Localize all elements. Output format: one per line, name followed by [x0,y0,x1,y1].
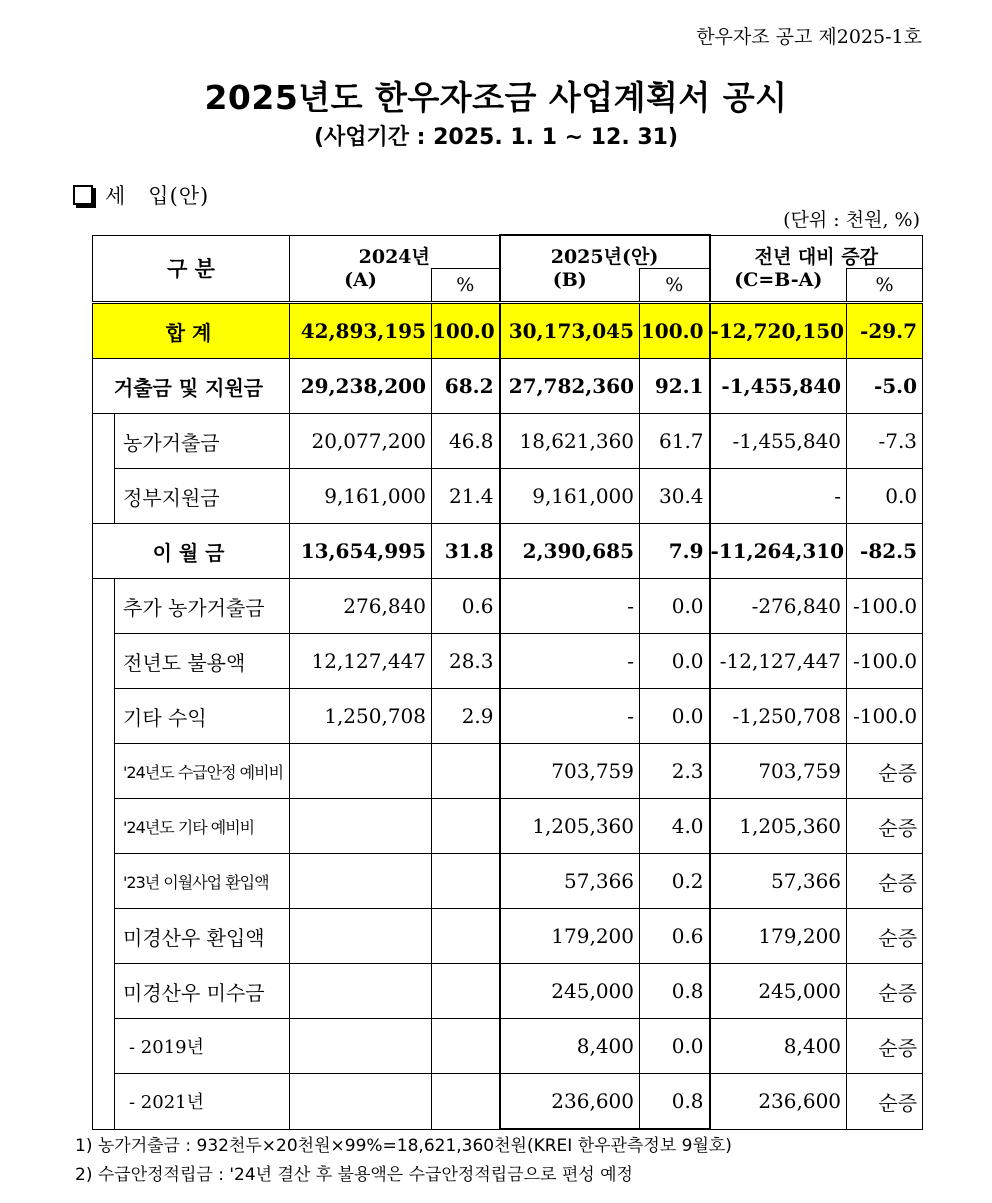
header-2025: 2025년(안) [500,235,710,269]
table-row: 거출금 및 지원금 29,238,200 68.2 27,782,360 92.1 -1,455,840 -5.0 [93,359,923,414]
table-row: 농가거출금 20,077,200 46.8 18,621,360 61.7 -1,455,840 -7.3 [93,414,923,469]
table-row: 이 월 금 13,654,995 31.8 2,390,685 7.9 -11,264,310 -82.5 [93,524,923,579]
header-diff-sub: (C=B-A) [710,269,847,303]
header-2024: 2024년 [290,235,500,269]
header-pct-b: % [640,269,710,303]
header-pct-a: % [432,269,500,303]
section-heading [73,180,209,210]
table-row: - 2021년 236,600 0.8 236,600 순증 [93,1074,923,1130]
table-row: 전년도 불용액 12,127,447 28.3 - 0.0 -12,127,447 -100.0 [93,634,923,689]
header-category: 구 분 [93,235,290,303]
revenue-table [92,234,923,1130]
table-row: 미경산우 환입액 179,200 0.6 179,200 순증 [93,909,923,964]
table-row: '24년도 기타 예비비 1,205,360 4.0 1,205,360 순증 [93,799,923,854]
table-row: 추가 농가거출금 276,840 0.6 - 0.0 -276,840 -100.0 [93,579,923,634]
table-row: 미경산우 미수금 245,000 0.8 245,000 순증 [93,964,923,1019]
table-row: '23년 이월사업 환입액 57,366 0.2 57,366 순증 [93,854,923,909]
footnote-1: 1) 농가거출금 : 932천두×20천원×99%=18,621,360천원(KREI 한우관측정보 9월호) [75,1136,732,1156]
footnotes [75,1132,732,1190]
table-row-total: 합 계 42,893,195 100.0 30,173,045 100.0 -12,720,150 -29.7 [93,303,923,359]
checkbox-square-icon [73,185,93,205]
footnote-2: 2) 수급안정적립금 : '24년 결산 후 불용액은 수급안정적립금으로 편성 예정 [75,1165,633,1185]
table-row: 기타 수익 1,250,708 2.9 - 0.0 -1,250,708 -100.0 [93,689,923,744]
header-pct-c: % [847,269,923,303]
table-row: - 2019년 8,400 0.0 8,400 순증 [93,1019,923,1074]
unit-label: (단위 : 천원, %) [783,209,920,231]
table-row: '24년도 수급안정 예비비 703,759 2.3 703,759 순증 [93,744,923,799]
header-diff: 전년 대비 증감 [710,235,923,269]
business-period: (사업기간 : 2025. 1. 1 ~ 12. 31) [313,125,679,150]
header-2024-sub: (A) [290,269,432,303]
page-title: 2025년도 한우자조금 사업계획서 공시 [204,78,788,117]
table-row: 정부지원금 9,161,000 21.4 9,161,000 30.4 - 0.0 [93,469,923,524]
section-label: 세 입(안) [105,184,210,208]
notice-number: 한우자조 공고 제2025-1호 [696,26,922,48]
header-2025-sub: (B) [500,269,640,303]
